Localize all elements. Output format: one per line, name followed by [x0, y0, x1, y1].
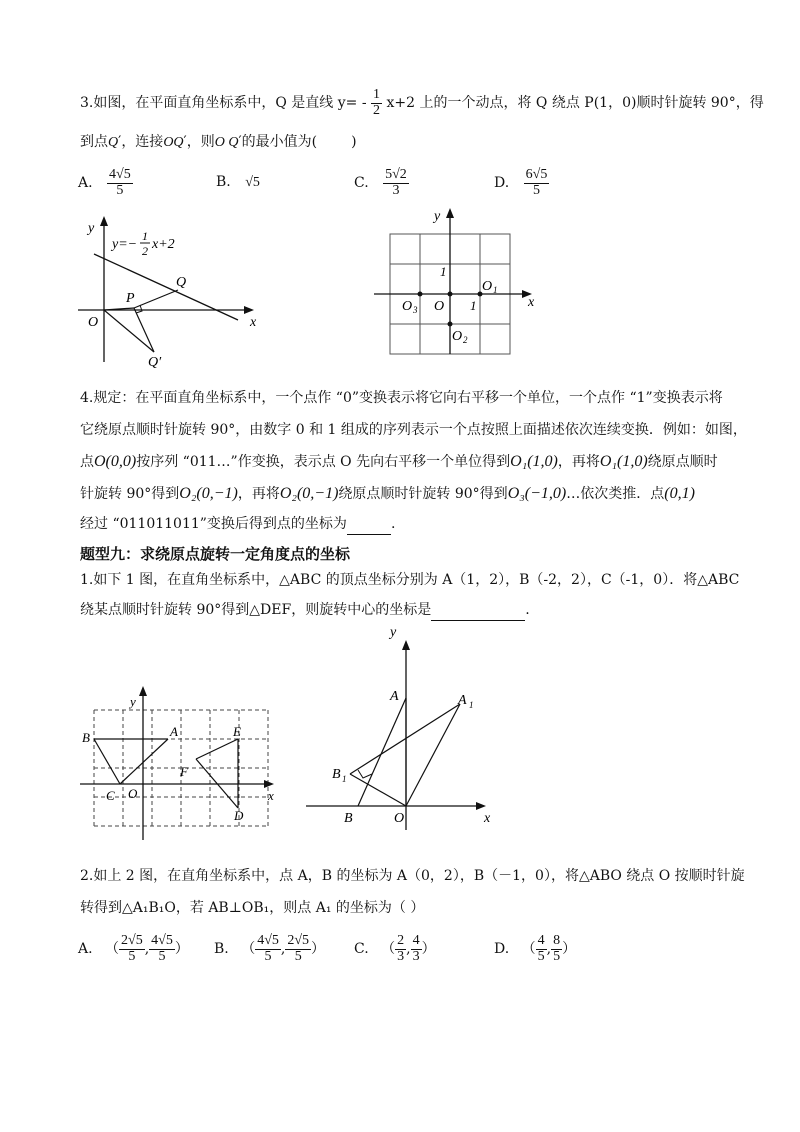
math-O1: O₁(1,0)	[599, 453, 648, 470]
option-label: A.	[78, 941, 93, 958]
option-label: C.	[354, 941, 369, 958]
frac-num: 6√5	[525, 167, 548, 182]
right-angle-mark	[358, 770, 372, 778]
math-O2: O₂(0,−1)	[179, 485, 238, 502]
frac-den: 3	[412, 948, 420, 964]
label-x: x	[268, 788, 274, 803]
label-Qprime: Q′	[148, 355, 162, 370]
frac-num: 8	[553, 933, 561, 948]
x-axis-arrow	[244, 306, 254, 314]
s9-q2-option-d[interactable]: D. （ $\frac{4}{5}$ , $\frac{8}{5}$ ）	[494, 933, 577, 964]
s9-q2-option-c[interactable]: C. （ $\frac{2}{3}$ , $\frac{4}{3}$ ）	[354, 933, 436, 964]
q4-line-5	[80, 514, 395, 535]
q3-text: 3.如图，在平面直角坐标系中，Q 是直线 y= -	[80, 95, 367, 112]
text: 绕原点顺时	[647, 454, 718, 470]
label-O2: O	[452, 329, 463, 344]
y-axis-arrow	[446, 208, 454, 218]
math-OQ: OQ	[163, 135, 184, 150]
q3-option-d[interactable]	[494, 168, 549, 198]
answer-blank[interactable]	[347, 514, 391, 535]
math-OQ: O Q	[214, 135, 239, 150]
label-O1-sub: 1	[493, 285, 498, 295]
q4-line-4	[80, 484, 695, 504]
answer-blank[interactable]	[431, 600, 525, 621]
option-label: D.	[494, 941, 510, 958]
label-O3: O	[402, 299, 413, 314]
label-A: A	[390, 689, 399, 704]
s9-fig1-grid	[78, 684, 288, 844]
text: ，再将	[237, 486, 280, 502]
text: 经过 “011011011”变换后得到点的坐标为	[80, 516, 347, 532]
y-axis-arrow	[139, 686, 147, 696]
q4-line-3	[80, 452, 718, 472]
label-C: C	[106, 788, 115, 803]
frac-den: 5	[158, 948, 166, 964]
text: )	[351, 134, 357, 150]
q3-option-a[interactable]	[78, 168, 133, 198]
frac-den: 2	[373, 102, 381, 118]
label-P: P	[126, 291, 135, 306]
label-x: x	[484, 811, 491, 826]
math-O2: O₂(0,−1)	[279, 485, 339, 502]
side-A1B1	[350, 704, 460, 774]
segment-PQprime	[134, 308, 154, 352]
point-O3	[418, 292, 423, 297]
frac-num: 4	[537, 933, 545, 948]
point-O2	[448, 322, 453, 327]
label-one-x: 1	[470, 298, 477, 313]
x-axis-arrow	[476, 802, 486, 810]
frac-den: 5	[537, 948, 545, 964]
q3-option-c[interactable]	[354, 168, 409, 198]
section-title: 题型九：求绕原点旋转一定角度点的坐标	[80, 545, 351, 563]
label-F: F	[180, 764, 188, 779]
side-CA	[120, 739, 168, 784]
frac-den: 3	[392, 182, 400, 198]
label-B: B	[82, 730, 90, 745]
side-BC	[94, 739, 120, 784]
label-O: O	[434, 299, 445, 314]
math-Q: Q	[108, 135, 119, 150]
segment-OQprime	[104, 310, 154, 352]
label-O2-sub: 2	[463, 335, 468, 345]
label-one-y: 1	[440, 264, 447, 279]
label-eq-post: x+2	[152, 237, 175, 252]
y-axis-arrow	[402, 640, 410, 650]
label-y: y	[390, 625, 397, 640]
label-B: B	[344, 811, 353, 826]
label-eq-den: 2	[142, 244, 148, 258]
label-x: x	[528, 295, 535, 310]
q4-line-2: 它绕原点顺时针旋转 90°，由数字 0 和 1 组成的序列表示一个点按照上面描述依次连续变换．例如：如图，	[80, 422, 747, 438]
s9-q1-line-2	[80, 600, 530, 621]
q3-line-1	[80, 88, 764, 118]
label-y: y	[434, 209, 441, 224]
option-label: D.	[494, 175, 510, 192]
frac-den: 5	[116, 182, 124, 198]
point-O	[448, 292, 453, 297]
s9-q2-line-2: 转得到△A₁B₁O，若 AB⊥OB₁，则点 A₁ 的坐标为（ ）	[80, 900, 425, 916]
label-A1-sub: 1	[469, 700, 474, 710]
label-y: y	[130, 694, 136, 709]
text: 按序列 “011…”作变换，表示点 O 先向右平移一个单位得到	[136, 454, 511, 470]
label-A1: A	[458, 693, 467, 708]
q4-grid-figure	[372, 206, 542, 358]
label-A: A	[170, 724, 178, 739]
label-x: x	[250, 315, 257, 330]
frac-num: 4√5	[109, 167, 131, 182]
text: .	[525, 602, 530, 618]
text: 绕原点顺时针旋转 90°得到	[338, 486, 508, 502]
option-label: C.	[354, 175, 369, 192]
s9-q2-line-1: 2.如上 2 图，在直角坐标系中，点 A，B 的坐标为 A（0，2），B（－1，0），将△ABO 绕点 O 按顺时针旋	[80, 868, 745, 884]
label-B1-sub: 1	[342, 774, 347, 784]
text: 针旋转 90°得到	[80, 486, 180, 502]
frac-num: 1	[373, 87, 381, 102]
q3-fraction	[371, 88, 382, 118]
x-axis-arrow	[264, 780, 274, 788]
label-O3-sub: 3	[413, 305, 418, 315]
side-AB	[358, 698, 406, 806]
frac-num: 4√5	[151, 933, 173, 948]
s9-fig2-rotation	[302, 624, 502, 834]
option-value: √5	[245, 175, 260, 190]
y-axis-arrow	[100, 216, 108, 226]
label-eq: y=−	[112, 237, 138, 252]
text: 的最小值为(	[241, 134, 318, 150]
text: .	[390, 516, 396, 532]
label-y: y	[88, 221, 95, 236]
math-O1: O₁(1,0)	[510, 453, 558, 470]
s9-q1-line-1: 1.如下 1 图，在直角坐标系中，△ABC 的顶点坐标分别为 A（1，2），B（-2，2），C（-1，0）．将△ABC	[80, 572, 740, 588]
math-point: (0,1)	[664, 485, 695, 502]
text: 点	[80, 454, 94, 470]
q4-line-1: 4.规定：在平面直角坐标系中，一个点作 “0”变换表示将它向右平移一个单位，一个点作 “1”变换表示将	[80, 390, 723, 406]
label-B1: B	[332, 767, 341, 782]
s9-q2-option-b[interactable]: B. （ $\frac{4√5}{5}$ , $\frac{2√5}{5}$ ）	[214, 933, 326, 964]
side-B1O	[350, 774, 406, 806]
option-label: B.	[216, 174, 231, 190]
label-Q: Q	[176, 275, 187, 290]
text: ，再将	[557, 454, 600, 470]
math-O: O(0,0)	[94, 453, 137, 470]
label-E: E	[233, 724, 241, 739]
frac-num: 4√5	[257, 933, 279, 948]
q3-text: x+2 上的一个动点，将 Q 绕点 P(1，0)顺时针旋转 90°，得	[386, 95, 764, 112]
text: ，连接	[121, 134, 164, 150]
frac-den: 3	[397, 948, 405, 964]
frac-den: 5	[532, 182, 540, 198]
frac-den: 5	[553, 948, 561, 964]
text: 绕某点顺时针旋转 90°得到△DEF，则旋转中心的坐标是	[80, 602, 432, 618]
label-O: O	[128, 786, 138, 801]
frac-den: 5	[264, 948, 272, 964]
frac-num: 2	[397, 933, 405, 948]
frac-num: 5√2	[385, 167, 407, 182]
text: …依次类推．点	[566, 486, 665, 502]
text: 到点	[80, 134, 108, 150]
s9-q2-option-a[interactable]: A. （ $\frac{2√5}{5}$ , $\frac{4√5}{5}$ ）	[78, 933, 189, 964]
side-FE	[196, 739, 238, 759]
frac-num: 2√5	[121, 933, 143, 948]
side-A1O	[406, 704, 460, 806]
q3-option-b[interactable]	[216, 172, 260, 193]
frac-den: 5	[128, 948, 136, 964]
label-O: O	[88, 315, 99, 330]
label-eq-num: 1	[142, 229, 148, 243]
frac-num: 4	[412, 933, 420, 948]
label-O: O	[394, 811, 405, 826]
math-O3: O₃(−1,0)	[507, 485, 567, 502]
q3-line-2: 到点Q′，连接OQ′，则O Q′的最小值为( )	[80, 134, 357, 150]
q3-line-figure	[76, 212, 276, 372]
frac-den: 5	[294, 948, 302, 964]
text: ，则	[186, 134, 215, 150]
option-label: B.	[214, 941, 229, 958]
option-label: A.	[78, 175, 93, 192]
label-D: D	[234, 808, 244, 823]
label-O1: O	[482, 279, 493, 294]
frac-num: 2√5	[287, 933, 310, 948]
